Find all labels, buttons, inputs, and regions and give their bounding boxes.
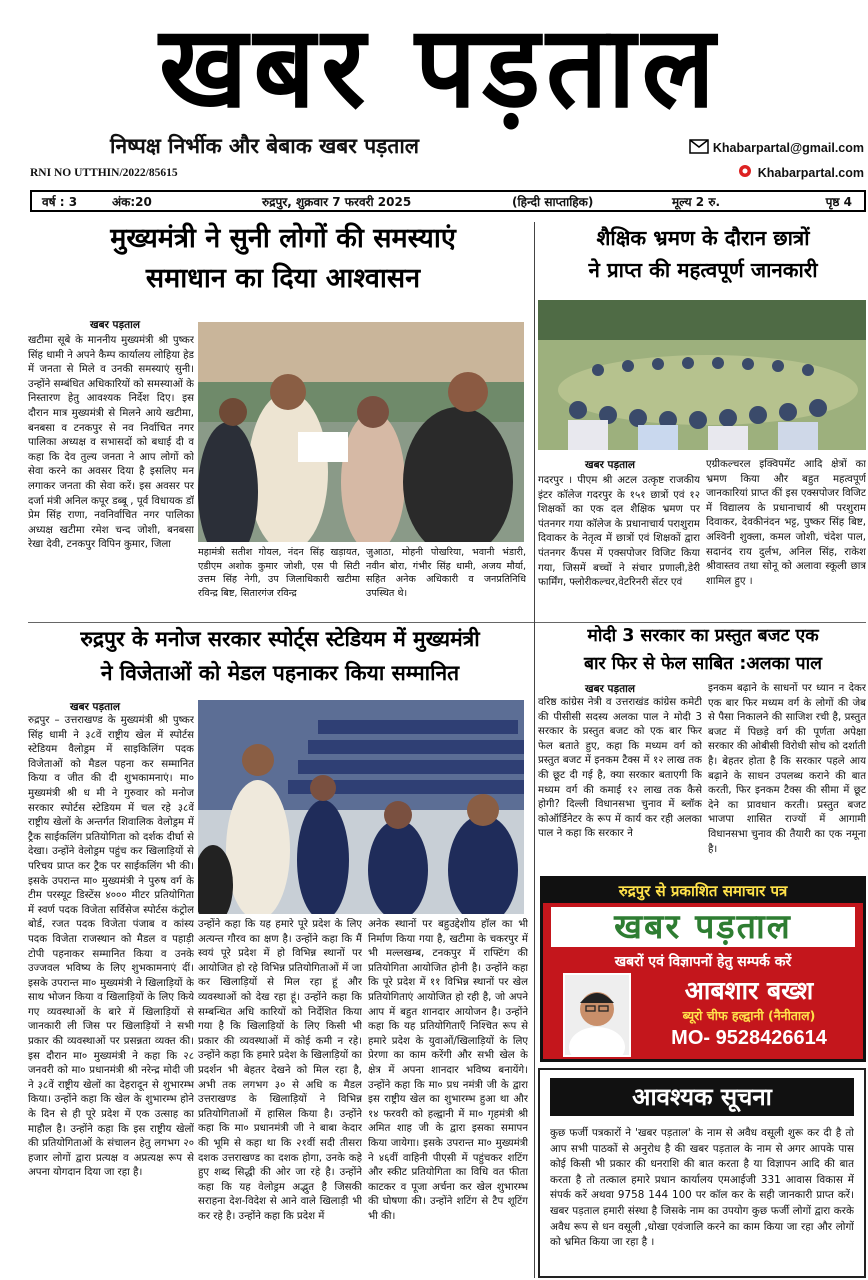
story4-body-right: इनकम बढ़ाने के साधनों पर ध्यान न देकर एक बार फिर मध्यम वर्ग के लोगों की जेब से पैसा निकालने की साजिश रची है, प्रस्तुत बजट में पिछड़े वर्ग की पूर्णता अपेक्षा सरकार की ओबीसी विरोधी सोच को दर्शाती है। बेहतर होता है कि सरकार पहले आय बढ़ाने के साधन उपलब्ध कराने की बात करती, फिर इनकम टैक्स की सीमा में छूट देने का प्रावधान करती। प्रस्तुत बजट भाजपा शासित राज्यों में आगामी विधानसभा चुनाव की तैयारी का एक नमूना है। xyxy=(708,683,866,855)
section-divider xyxy=(28,622,866,623)
story4-headline-line2: बार फिर से फेल साबित :अलका पाल xyxy=(583,654,822,674)
ad-person-role: ब्यूरो चीफ हल्द्वानी (नैनीताल) xyxy=(682,1008,816,1023)
issue-info-bar xyxy=(30,190,866,212)
story2-byline: खबर पड़ताल xyxy=(585,459,635,471)
notice-box xyxy=(538,1068,866,1278)
story2-headline-line2: ने प्राप्त की महत्वपूर्ण जानकारी xyxy=(588,258,818,282)
story4-headline-line1: मोदी 3 सरकार का प्रस्तुत बजट एक xyxy=(587,626,819,646)
email-text: Khabarpartal@gmail.com xyxy=(712,141,864,155)
notice-title: आवश्यक सूचना xyxy=(550,1078,854,1116)
story3-headline-line1: रुद्रपुर के मनोज सरकार स्पोर्ट्स स्टेडियम में मुख्यमंत्री xyxy=(80,627,480,651)
email-contact xyxy=(689,139,864,157)
issue-number: अंक:20 xyxy=(112,194,152,209)
advertisement xyxy=(540,876,866,1062)
masthead-tagline: निष्पक्ष निर्भीक और बेबाक खबर पड़ताल xyxy=(110,134,420,158)
page-number: पृष्ठ 4 xyxy=(825,194,852,209)
story1-headline-line2: समाधान का दिया आश्वासन xyxy=(145,263,421,294)
ad-mobile: MO- 9528426614 xyxy=(671,1027,827,1049)
column-rule xyxy=(534,222,535,1278)
story3-photo xyxy=(198,700,524,914)
issue-type: (हिन्दी साप्ताहिक) xyxy=(512,194,594,209)
story2-body-left: गदरपुर । पीएम श्री अटल उत्कृष्ट राजकीय इंटर कॉलेज गदरपुर के १५१ छात्रों एवं १२ शिक्षकों का एक दल शैक्षिक भ्रमण पर पंतनगर गया कॉलेज के प्रधानाचार्य पराशुराम दिवाकर के नेतृत्व में छात्रों एवं शिक्षकों द्वारा पंतनगर कैंपस में एक्सपोजर विजिट किया गया, जिसमें बच्चों ने संचार प्रणाली,डेरी फार्मिंग, फ्लोरीकल्चर,वेटरिनरी सेंटर एवं xyxy=(538,475,700,589)
mail-icon xyxy=(689,139,709,157)
website-contact xyxy=(736,164,864,181)
story1-photo xyxy=(198,322,524,542)
story3-body-col2: उन्होंने कहा कि यह हमारे पूरे प्रदेश के लिए अत्यन्त गौरव का क्षण है। उन्होंने कहा कि मैं स्वयं पूरे प्रदेश में हो विभिन्न स्थानों पर आयोजित हो रहे विभिन्न प्रतियोगिताओं में जा कर खिलाड़ियों से मिल रहा हूं और व्यवस्थाओं को देख रहा हूं। उन्होंने कहा कि सम्बन्धित अधि कारियों को निर्देशित किया गया है कि खिलाड़ियों के लिए किसी भी प्रकार की व्यवस्थाओं में कोई कमी न रहे। उन्होंने कहा कि हमारे प्रदेश के खिलाड़ियों का प्रदर्शन भी बेहतर देखने को मिल रहा है, अभी तक लगभग ३० से अधि क मैडल उत्तराखण्ड के खिलाड़ियों ने विभिन्न प्रतियोगिताओं में हासिल किया है। उन्होंने कहा कि मा० प्रधानमंत्री जी ने बाबा केदार की भूमि से कहा था कि २१वीं सदी तीसरा दशक उत्तराखण्ड का दशक होगा, उनके कहे हुए शब्द सिद्धी की ओर जा रहे है। उन्होंने कहा कि यह वेलोड्रम अद्भुत है जिसकी सराहना देश-विदेश से आने वाले खिलाड़ी भी कर रहे है। उन्होंने कहा कि प्रदेश में xyxy=(198,919,362,1222)
story4-body-left: वरिष्ठ कांग्रेस नेत्री व उत्तराखंड कांग्रेस कमेटी की पीसीसी सदस्य अलका पाल ने मोदी 3 सरकार के प्रस्तुत बजट को एक बार फिर फेल बताते हुए, कहा कि मध्यम वर्ग को प्रस्तुत बजट में इनकम टैक्स में १२ लाख तक की छूट दी गई है, क्या सरकार बताएगी कि मध्यम वर्ग की कमाई १२ लाख तक कैसे होगी? दिल्ली विधानसभा चुनाव में ब्लॉक कोऑर्डिनेटर के रूप में कार्य कर रही अलका पाल ने कहा कि सरकार ने xyxy=(538,697,702,840)
web-icon xyxy=(736,164,754,181)
story4-byline: खबर पड़ताल xyxy=(585,683,635,695)
ad-person-name: आबशार बख्श xyxy=(684,976,814,1005)
ad-top-line: रुद्रपुर से प्रकाशित समाचार पत्र xyxy=(543,879,863,903)
ad-person-photo xyxy=(563,973,631,1057)
story1-body: खटीमा सूबे के माननीय मुख्यमंत्री श्री पुष्कर सिंह धामी ने अपने कैम्प कार्यालय लोहिया हेड में जनता से मिले व उनकी समस्याएं सुनी। उन्होंने सम्बंधित अधिकारियों को समस्याओं के निस्तारण हेतु आवश्यक निर्देश दिए। इस दौरान मात्र मुख्यमंत्री से मिलने आये खटीमा, बनबसा व टनकपुर से नव निर्वाचित नगर पालिका अध्यक्ष व सभासदों को बधाई दी व कहा कि देव तुल्य जनता ने आप लोगों को सेवा करने का अवसर दिया है इसलिए मन लगाकर जनता की सेवा करें। इस अवसर पर दर्जा मंत्री अनिल कपूर डब्बू , पूर्व विधायक डॉ प्रेम सिंह राणा, नवनिर्वाचित नगर पालिका अध्यक्ष खटीमा रमेश चन्द जोशी, बनबसा रेखा देवी, टनकपुर विपिन कुमार, जिला xyxy=(28,335,194,551)
ad-contact-line: खबरों एवं विज्ञापनों हेतु सम्पर्क करें xyxy=(614,954,792,970)
masthead-title: खबर पड़ताल xyxy=(159,1,721,134)
issue-price: मूल्य 2 रु. xyxy=(672,194,721,209)
notice-body: कुछ फर्जी पत्रकारों ने 'खबर पड़ताल' के नाम से अवैध वसूली शुरू कर दी है तो आप सभी पाठकों से अनुरोध है की खबर पड़ताल के नाम से अगर आपके पास कोई किसी भी प्रकार की धनराशि की बात करता है या विज्ञापन आदि की बात करता है तो तत्काल हमारे प्रधान कार्यालय एमआईजी 331 आवास विकास में संपर्क करें अथवा 9758 144 100 पर कॉल कर के सही जानकारी प्राप्त करें। खबर पड़ताल हमारी संस्था है जिसके नाम का उपयोग कुछ फर्जी लोगों द्वारा करके अवैध रूप से धन वसूली ,धोखा एवंजालि करने का काम किया जा रहा और लोगों को भ्रमित किया जा रहा है । xyxy=(550,1127,854,1249)
issue-year: वर्ष : 3 xyxy=(42,194,78,209)
issue-date: रुद्रपुर, शुक्रवार 7 फरवरी 2025 xyxy=(262,194,412,209)
story3-body-col1: रुद्रपुर – उत्तराखण्ड के मुख्यमंत्री श्री पुष्कर सिंह धामी ने ३८वें राष्ट्रीय खेल में स्पोर्टस स्टेडियम वैलोड्रम में साइकिलिंग पदक विजेताओं को मैडल पहना कर सम्मानित किया व जीत की दी शुभकामनाएं। मा० मुख्यमंत्री श्री ध मी ने गुरुवार को मनोज सरकार स्पोर्टस स्टेडियम में चल रहे ३८वें राष्ट्रीय खेलों के अन्तर्गत शिवालिक वेलोड्रम में ट्रैक साईकलिंग प्रतियोगिता को दर्शक दीर्घा से देखा। उन्होंने वेलोड्रम पहुंच कर खिलाड़ियों से परिचय प्राप्त कर ट्रैक पर साईकलिंग भी की। इसके उपरान्त मा० मुख्यमंत्री ने पुरुष वर्ग के टीम परस्यूट डिस्टेंस ४००० मीटर प्रतियोगिता में स्वर्ण पदक विजेता सर्विसेज स्पोर्टस कंट्रोल बोर्ड, रजत पदक विजेता पंजाब व कांस्य पदक विजेता राजस्थान को मैडल व पहाड़ी टोपी पहनाकर सम्मानित किया व उनके उज्जवल भविष्य के लिए शुभकामनाएं दीं। इसके उपरान्त मा० मुख्यमंत्री ने खिलाड़ियों के साथ भोजन किया व खिलाड़ियों के लिए किये गए व्यवस्थाओं के बारे में खिलाड़ियों से जानकारी ली जिस पर खिलाड़ियों ने सभी प्रकार की व्यवस्थाओं पर प्रसन्नता व्यक्त की।इस दौरान मा० मुख्यमंत्री ने कहा कि २८ जनवरी को मा० प्रधानमंत्री श्री नरेन्द्र मोदी जी ने ३८वें राष्ट्रीय खेलों का देहरादून से शुभारम्भ किया। उन्होंने कहा कि खेल के शुभारम्भ होने के दिन से ही पूरे प्रदेश में एक उत्साह का माहौल है। उन्होंने कहा कि इस राष्ट्रीय खेलों की प्रतियोगिताओं के संचालन हेतु लगभग २० हजार लोगों द्वारा प्रत्यक्ष व अप्रत्यक्ष रूप से अपना योगदान दिया जा रहा है। xyxy=(28,715,194,1179)
story1-caption-left: महामंत्री सतीश गोयल, नंदन सिंह खड़ायत, एडीएम अशोक कुमार जोशी, एस पी सिटी उत्तम सिंह नेगी, उप जिलाधिकारी खटीमा रविन्द्र बिष्ट, सितारगंज रविन्द्र xyxy=(198,547,360,599)
website-text: Khabarpartal.com xyxy=(757,165,864,180)
story3-byline: खबर पड़ताल xyxy=(70,701,120,713)
story3-headline-line2: ने विजेताओं को मेडल पहनाकर किया सम्मानित xyxy=(100,661,460,685)
story2-body-right: एग्रीकल्चरल इक्विपमेंट आदि क्षेत्रों का भ्रमण किया और बहुत महत्वपूर्ण जानकारियां प्राप्त कीं इस एक्सपोजर विजिट में विद्यालय के प्रधानाचार्य श्री परशुराम दिवाकर, देवकीनंदन भट्ट, पुष्कर सिंह बिष्ट, अश्विनी शुक्ला, कमल जोशी, चंदेश पाल, सदानंद राय दुर्लभ, अनिल सिंह, राकेश श्रीवास्तव तथा सोनू को अलावा स्कूली छात्र शामिल हुए । xyxy=(706,459,866,587)
story1-caption-right: जुआठा, मोहनी पोखरिया, भवानी भंडारी, नवीन बोरा, गंभीर सिंह धामी, अजय मौर्या, सहित अनेक अधिकारी व जनप्रतिनिधि उपस्थित थे। xyxy=(366,547,526,599)
story2-photo xyxy=(538,300,866,450)
story1-byline: खबर पड़ताल xyxy=(90,319,140,331)
story2-headline-line1: शैक्षिक भ्रमण के दौरान छात्रों xyxy=(596,226,810,250)
rni-number: RNI NO UTTHIN/2022/85615 xyxy=(30,167,178,179)
story1-headline-line1: मुख्यमंत्री ने सुनी लोगों की समस्याएं xyxy=(110,223,456,254)
ad-brand: खबर पड़ताल xyxy=(551,907,855,947)
story3-body-col3: अनेक स्थानों पर बहुउद्देशीय हॉल का भी निर्माण किया गया है, खटीमा के चकरपुर में भी मल्लखम्ब, टनकपुर में राफ्टिंग की प्रतियोगिता आयोजित होनी है। उन्होंने कहा कि पूरे प्रदेश में ११ विभिन्न स्थानों पर खेल प्रतियोगिताएं आयोजित हो रही है, जो अपने आप में बहुत शानदार आयोजन है। उन्होंने कहा कि यह प्रतियोगिताएँ निश्चित रूप से हमारे प्रदेश के युवाओं/खिलाड़ियों के लिए प्रेरणा का काम करेंगी और सभी खेल के क्षेत्र में अपना शानदार भविष्य बनायेंगे। उन्होंने कहा कि मा० प्रध नमंत्री जी के द्वारा इस राष्ट्रीय खेल का शुभारम्भ हुआ था और १४ फरवरी को हल्द्वानी में मा० गृहमंत्री श्री अमित शाह जी के द्वारा इसका समापन किया जायेगा। इसके उपरान्त मा० मुख्यमंत्री ने ४६वीं वाहिनी पीएसी में पहुंचकर शटिंग और स्कीट प्रतियोगिता का विधि वत फीता काटकर व पूजा अर्चना कर खेल शुभारम्भ की घोषणा की। उन्होंने शटिंग से टैप शूटिंग भी की। xyxy=(368,919,528,1222)
